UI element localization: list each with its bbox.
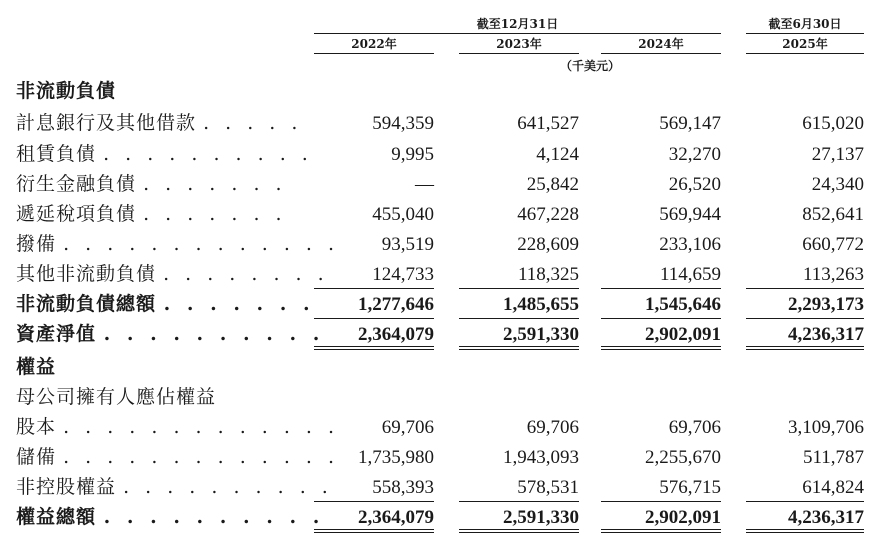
cell-2023: 1,485,655 — [503, 294, 579, 315]
section-noncurrent-liabilities — [0, 76, 887, 106]
cell-2025: 511,787 — [802, 447, 864, 468]
cell-2022: 2,364,079 — [358, 507, 434, 528]
table-row-total-equity — [0, 502, 887, 532]
table-row — [0, 229, 887, 259]
equity-double-rule-2023 — [459, 529, 579, 533]
row-label: 其他非流動負債 . . . . . . . . — [16, 263, 329, 285]
cell-2022: 558,393 — [372, 477, 434, 498]
year-2023: 2023年 — [496, 37, 542, 51]
cell-2024: 569,147 — [659, 113, 721, 134]
header-rule-jun30 — [746, 33, 864, 34]
cell-2022: 1,277,646 — [358, 294, 434, 315]
section-equity — [0, 352, 887, 382]
cell-2023: 467,228 — [517, 204, 579, 225]
cell-2022: — — [415, 174, 434, 195]
year-rule-2025 — [746, 53, 864, 54]
row-label: 非控股權益 . . . . . . . . . . — [16, 476, 333, 498]
row-label: 撥備 . . . . . . . . . . . . . — [16, 233, 340, 255]
double-rule-2023 — [459, 346, 579, 350]
year-rule-2024 — [601, 53, 721, 54]
section-title: 權益 — [16, 356, 57, 378]
cell-2023: 69,706 — [526, 417, 579, 438]
cell-2024: 576,715 — [659, 477, 721, 498]
cell-2024: 2,255,670 — [645, 447, 721, 468]
table-row-net-assets — [0, 319, 887, 349]
cell-2025: 27,137 — [811, 144, 864, 165]
cell-2025: 3,109,706 — [788, 417, 864, 438]
cell-2024: 69,706 — [668, 417, 721, 438]
cell-2025: 24,340 — [811, 174, 864, 195]
cell-2024: 569,944 — [659, 204, 721, 225]
cell-2023: 4,124 — [536, 144, 579, 165]
cell-2024: 1,545,646 — [645, 294, 721, 315]
row-label: 非流動負債總額 . . . . . . . — [16, 293, 315, 315]
year-rule-2022 — [314, 53, 434, 54]
section-title: 非流動負債 — [16, 80, 117, 102]
cell-2022: 455,040 — [372, 204, 434, 225]
table-row — [0, 442, 887, 472]
row-label: 遞延稅項負債 . . . . . . . — [16, 203, 287, 225]
cell-2025: 2,293,173 — [788, 294, 864, 315]
double-rule-2025 — [746, 346, 864, 350]
period-header-jun30: 截至6月30日 — [768, 17, 842, 31]
cell-2025: 614,824 — [802, 477, 864, 498]
year-rule-2023 — [459, 53, 579, 54]
cell-2024: 114,659 — [659, 264, 721, 285]
subsection-parent-equity — [0, 382, 887, 412]
cell-2022: 2,364,079 — [358, 324, 434, 345]
table-row — [0, 199, 887, 229]
table-row — [0, 412, 887, 442]
double-rule-2022 — [314, 346, 434, 350]
cell-2025: 113,263 — [802, 264, 864, 285]
table-row — [0, 169, 887, 199]
cell-2023: 2,591,330 — [503, 507, 579, 528]
double-rule-2024 — [601, 346, 721, 350]
table-row — [0, 108, 887, 138]
row-label: 計息銀行及其他借款 . . . . . — [16, 112, 303, 134]
cell-2022: 93,519 — [381, 234, 434, 255]
cell-2022: 594,359 — [372, 113, 434, 134]
cell-2024: 233,106 — [659, 234, 721, 255]
cell-2023: 25,842 — [526, 174, 579, 195]
cell-2025: 4,236,317 — [788, 324, 864, 345]
cell-2022: 124,733 — [372, 264, 434, 285]
table-row-total — [0, 289, 887, 319]
row-label: 股本 . . . . . . . . . . . . . — [16, 416, 340, 438]
unit-label: （千美元） — [559, 59, 620, 73]
cell-2023: 641,527 — [517, 113, 579, 134]
year-2022: 2022年 — [351, 37, 397, 51]
cell-2023: 2,591,330 — [503, 324, 579, 345]
cell-2023: 1,943,093 — [503, 447, 579, 468]
header-rule-dec31 — [314, 33, 721, 34]
row-label: 衍生金融負債 . . . . . . . — [16, 173, 287, 195]
year-2024: 2024年 — [638, 37, 684, 51]
cell-2024: 32,270 — [668, 144, 721, 165]
period-header-dec31: 截至12月31日 — [476, 17, 559, 31]
cell-2023: 228,609 — [517, 234, 579, 255]
cell-2024: 2,902,091 — [645, 324, 721, 345]
table-row — [0, 259, 887, 289]
cell-2025: 615,020 — [802, 113, 864, 134]
cell-2023: 118,325 — [517, 264, 579, 285]
equity-double-rule-2024 — [601, 529, 721, 533]
subsection-title: 母公司擁有人應佔權益 — [16, 386, 217, 408]
cell-2022: 1,735,980 — [358, 447, 434, 468]
cell-2025: 4,236,317 — [788, 507, 864, 528]
cell-2025: 660,772 — [802, 234, 864, 255]
equity-double-rule-2022 — [314, 529, 434, 533]
cell-2022: 9,995 — [391, 144, 434, 165]
cell-2022: 69,706 — [381, 417, 434, 438]
year-2025: 2025年 — [782, 37, 828, 51]
cell-2024: 26,520 — [668, 174, 721, 195]
row-label: 權益總額 . . . . . . . . . . — [16, 506, 325, 528]
equity-double-rule-2025 — [746, 529, 864, 533]
cell-2024: 2,902,091 — [645, 507, 721, 528]
cell-2023: 578,531 — [517, 477, 579, 498]
cell-2025: 852,641 — [802, 204, 864, 225]
row-label: 儲備 . . . . . . . . . . . . . — [16, 446, 340, 468]
row-label: 資產淨值 . . . . . . . . . . — [16, 323, 325, 345]
table-row — [0, 472, 887, 502]
table-row — [0, 139, 887, 169]
row-label: 租賃負債 . . . . . . . . . . — [16, 143, 313, 165]
